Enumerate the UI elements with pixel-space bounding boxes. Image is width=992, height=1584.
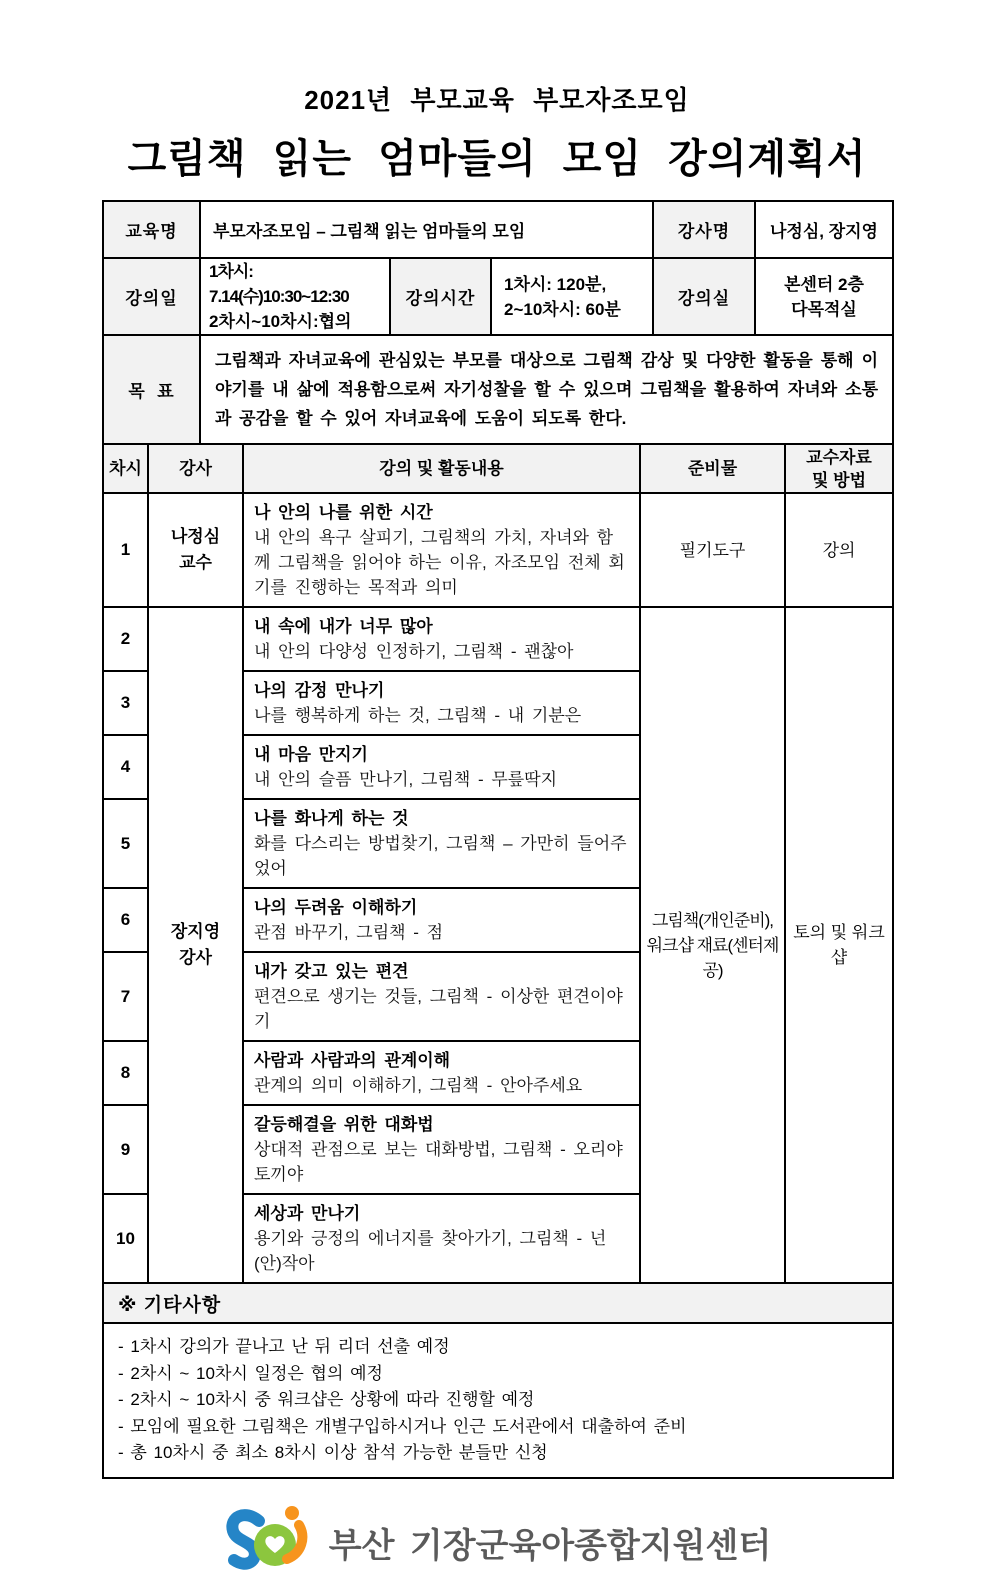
info-row-objective (103, 335, 893, 444)
notes-body-row (103, 1323, 893, 1478)
session-content (243, 735, 640, 799)
session-desc: 용기와 긍정의 에너지를 찾아가기, 그림책 - 넌 (안)작아 (254, 1229, 607, 1273)
materials-cell: 필기도구 (640, 493, 785, 607)
session-content (243, 952, 640, 1041)
instructor-value: 나정심, 장지영 (755, 201, 893, 258)
session-content (243, 888, 640, 952)
session-number: 8 (103, 1041, 148, 1105)
course-info-table (102, 200, 894, 445)
session-title: 나의 두려움 이해하기 (254, 898, 418, 917)
time-label: 강의시간 (390, 258, 491, 335)
note-item: - 2차시 ~ 10차시 중 워크샵은 상황에 따라 진행할 예정 (118, 1390, 535, 1409)
session-desc: 편견으로 생기는 것들, 그림책 - 이상한 편견이야기 (254, 987, 623, 1031)
header-instructor: 강사 (148, 444, 243, 493)
info-row-course (103, 201, 893, 258)
doc-title: 그림책 읽는 엄마들의 모임 강의계획서 (127, 137, 867, 181)
session-content (243, 1041, 640, 1105)
method-cell-group: 토의 및 워크샵 (785, 607, 893, 1283)
course-label: 교육명 (103, 201, 200, 258)
session-title: 사람과 사람과의 관계이해 (254, 1051, 451, 1070)
note-item: - 모임에 필요한 그림책은 개별구입하시거나 인근 도서관에서 대출하여 준비 (118, 1416, 687, 1436)
schedule-row-1 (103, 493, 893, 607)
room-line2: 다목적실 (791, 299, 857, 319)
session-desc: 관점 바꾸기, 그림책 - 점 (254, 923, 444, 942)
date-line1: 1차시: 7.14(수)10:30~12:30 (209, 262, 349, 306)
note-item: - 1차시 강의가 끝나고 난 뒤 리더 선출 예정 (118, 1337, 450, 1356)
session-title: 나의 감정 만나기 (254, 681, 385, 700)
header-method (785, 444, 893, 493)
session-title: 내 속에 내가 너무 많아 (254, 617, 433, 636)
instructor-name: 나정심 (170, 527, 221, 546)
instructor-name: 장지영 (170, 922, 221, 941)
header-method-line1: 교수자료 (806, 447, 872, 467)
session-desc: 내 안의 다양성 인정하기, 그림책 - 괜찮아 (254, 642, 574, 661)
date-line2: 2차시~10차시:협의 (209, 312, 352, 331)
session-number: 2 (103, 607, 148, 671)
session-number: 10 (103, 1194, 148, 1283)
schedule-header-row (103, 444, 893, 493)
note-item: - 2차시 ~ 10차시 일정은 협의 예정 (118, 1363, 383, 1383)
session-number: 3 (103, 671, 148, 735)
instructor-label: 강사명 (653, 201, 755, 258)
session-content (243, 1194, 640, 1283)
session-content (243, 799, 640, 888)
instructor-title: 강사 (179, 948, 212, 967)
materials-cell-group: 그림책(개인준비), 워크샵 재료(센터제공) (640, 607, 785, 1283)
instructor-title: 교수 (179, 553, 212, 572)
header-method-line2: 및 방법 (812, 470, 866, 490)
session-content (243, 607, 640, 671)
session-number: 6 (103, 888, 148, 952)
room-value (755, 258, 893, 335)
session-title: 나를 화나게 하는 것 (254, 809, 409, 828)
session-number: 9 (103, 1105, 148, 1194)
session-number: 7 (103, 952, 148, 1041)
session-title: 갈등해결을 위한 대화법 (254, 1115, 434, 1134)
session-title: 내 마음 만지기 (254, 745, 368, 764)
schedule-row-2 (103, 607, 893, 671)
notes-header-row (103, 1283, 893, 1323)
room-line1: 본센터 2층 (784, 274, 864, 294)
session-desc: 화를 다스리는 방법찾기, 그림책 – 가만히 들어주었어 (254, 834, 627, 878)
time-line2: 2~10차시: 60분 (504, 299, 621, 319)
instructor-cell-group (148, 607, 243, 1283)
method-cell: 강의 (785, 493, 893, 607)
center-logo-icon (223, 1501, 319, 1584)
session-desc: 내 안의 욕구 살피기, 그림책의 가치, 자녀와 함께 그림책을 읽어야 하는 이유, 자조모임 전체 회기를 진행하는 목적과 의미 (254, 528, 625, 597)
note-item: - 총 10차시 중 최소 8차시 이상 참석 가능한 분들만 신청 (118, 1443, 548, 1462)
schedule-table (102, 443, 894, 1284)
header-materials: 준비물 (640, 444, 785, 493)
session-number: 4 (103, 735, 148, 799)
session-number: 5 (103, 799, 148, 888)
session-content (243, 493, 640, 607)
objective-value: 그림책과 자녀교육에 관심있는 부모를 대상으로 그림책 감상 및 다양한 활동을 통해 이야기를 내 삶에 적용함으로써 자기성찰을 할 수 있으며 그림책을 활용하여 자녀와 소통과 공감을 할 수 있어 자녀교육에 도움이 되도록 한다. (200, 335, 893, 444)
doc-subtitle: 2021년 부모교육 부모자조모임 (304, 85, 690, 115)
session-content (243, 1105, 640, 1194)
session-title: 세상과 만나기 (254, 1204, 361, 1223)
session-title: 내가 갖고 있는 편견 (254, 962, 409, 981)
objective-label: 목 표 (103, 335, 200, 444)
time-value (491, 258, 653, 335)
notes-header: ※ 기타사항 (103, 1283, 893, 1323)
notes-body (103, 1323, 893, 1478)
header-session-no: 차시 (103, 444, 148, 493)
session-title: 나 안의 나를 위한 시간 (254, 503, 433, 522)
info-row-date (103, 258, 893, 335)
organization-name: 부산 기장군육아종합지원센터 (328, 1526, 772, 1565)
instructor-cell (148, 493, 243, 607)
session-number: 1 (103, 493, 148, 607)
session-desc: 나를 행복하게 하는 것, 그림책 - 내 기분은 (254, 706, 582, 725)
session-desc: 상대적 관점으로 보는 대화방법, 그림책 - 오리야 토끼야 (254, 1140, 623, 1184)
header-content: 강의 및 활동내용 (243, 444, 640, 493)
footer (102, 1501, 892, 1584)
session-desc: 관계의 의미 이해하기, 그림책 - 안아주세요 (254, 1076, 583, 1095)
time-line1: 1차시: 120분, (504, 274, 607, 294)
date-label: 강의일 (103, 258, 200, 335)
date-value (200, 258, 390, 335)
course-value: 부모자조모임 – 그림책 읽는 엄마들의 모임 (200, 201, 653, 258)
room-label: 강의실 (653, 258, 755, 335)
session-content (243, 671, 640, 735)
session-desc: 내 안의 슬픔 만나기, 그림책 - 무릎딱지 (254, 770, 558, 789)
notes-table (102, 1282, 894, 1479)
